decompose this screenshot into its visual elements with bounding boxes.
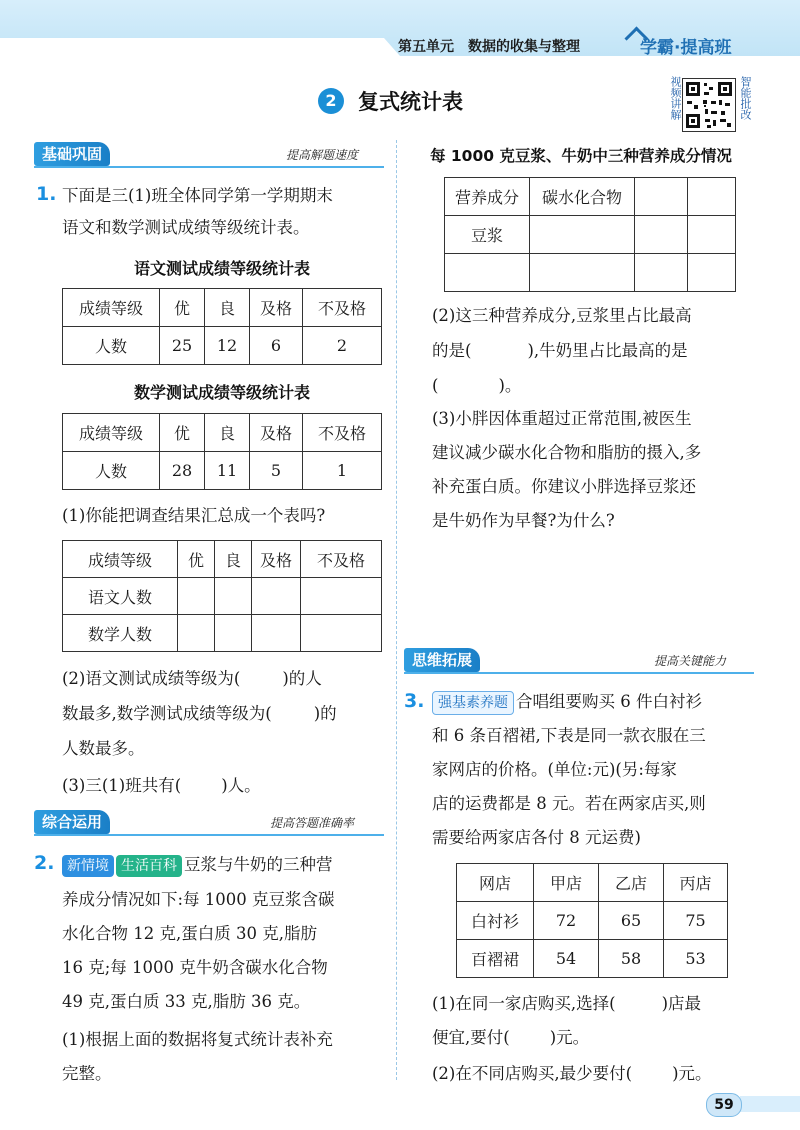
section-tab-apply: 综合运用 [34,810,110,834]
q3-part-1-line-2: 便宜,要付( )元。 [432,1028,590,1047]
table-cell: 成绩等级 [63,541,178,578]
answer-cell[interactable] [445,254,530,292]
table-cell: 语文人数 [63,578,178,615]
table-cell: 不及格 [303,414,382,452]
brand-label: 学霸·提高班 [640,38,732,58]
answer-cell[interactable] [688,178,736,216]
section-line-basic [34,166,384,168]
q1-line-2: 语文和数学测试成绩等级统计表。 [62,218,310,237]
qr-right-caption: 智能批改 [739,76,752,120]
answer-cell[interactable] [635,216,688,254]
q2-part-1-line-2: 完整。 [62,1064,112,1083]
q2-part-2-line-1: (2)这三种营养成分,豆浆里占比最高 [432,306,692,325]
question-2-number: 2. [34,852,55,874]
table-cell: 58 [599,940,664,978]
q2-line-5: 49 克,蛋白质 33 克,脂肪 36 克。 [62,992,311,1011]
unit-label: 第五单元 数据的收集与整理 [398,39,580,55]
q1-table1 [62,288,382,365]
q2-nutrition-table [444,177,736,292]
section-sub-basic: 提高解题速度 [286,148,359,162]
q2-part-2-line-3: ( )。 [432,376,522,395]
q1-line-1: 下面是三(1)班全体同学第一学期期末 [62,186,333,205]
answer-cell[interactable] [530,216,635,254]
table-cell: 成绩等级 [63,414,160,452]
table-cell: 网店 [457,864,534,902]
column-divider [396,140,397,1080]
tag-new-context: 新情境 [62,855,114,877]
table-cell: 1 [303,452,382,490]
table-cell: 百褶裙 [457,940,534,978]
section-sub-apply: 提高答题准确率 [270,816,355,830]
table-cell: 人数 [63,327,160,365]
question-3-number: 3. [404,690,425,712]
q2-table-title: 每 1000 克豆浆、牛奶中三种营养成分情况 [430,147,732,165]
table-cell: 5 [250,452,303,490]
q1-table1-title: 语文测试成绩等级统计表 [133,259,310,278]
table-cell: 不及格 [301,541,382,578]
table-cell: 良 [205,289,250,327]
page-number: 59 [706,1093,742,1117]
q2-line-1: 新情境 生活百科 豆浆与牛奶的三种营 [62,849,333,881]
answer-cell[interactable] [252,578,301,615]
table-cell: 营养成分 [445,178,530,216]
answer-cell[interactable] [178,615,215,652]
table-cell: 数学人数 [63,615,178,652]
answer-cell[interactable] [178,578,215,615]
answer-cell[interactable] [688,254,736,292]
q3-line-5: 需要给两家店各付 8 元运费) [432,828,641,847]
table-cell: 优 [160,414,205,452]
q2-part-3-line-1: (3)小胖因体重超过正常范围,被医生 [432,409,692,428]
answer-cell[interactable] [635,178,688,216]
qr-left-caption: 视频讲解 [669,76,682,120]
table-cell: 优 [178,541,215,578]
table-cell: 28 [160,452,205,490]
table-cell: 成绩等级 [63,289,160,327]
table-cell: 丙店 [664,864,728,902]
answer-cell[interactable] [301,615,382,652]
table-cell: 75 [664,902,728,940]
q1-table2 [62,413,382,490]
q2-part-3-line-3: 补充蛋白质。你建议小胖选择豆浆还 [432,477,696,496]
section-tab-basic: 基础巩固 [34,142,110,166]
q1-part-3: (3)三(1)班共有( )人。 [62,776,261,795]
table-cell: 及格 [250,289,303,327]
q2-part-3-line-4: 是牛奶作为早餐?为什么? [432,511,615,530]
q1-summary-table [62,540,382,652]
answer-cell[interactable] [635,254,688,292]
section-tab-expand: 思维拓展 [404,648,480,672]
answer-cell[interactable] [215,578,252,615]
lesson-title: 复式统计表 [358,90,463,114]
q1-part-2-line-1: (2)语文测试成绩等级为( )的人 [62,669,322,688]
table-cell: 11 [205,452,250,490]
table-cell: 25 [160,327,205,365]
q3-line-3: 家网店的价格。(单位:元)(另:每家 [432,760,677,779]
q2-part-3-line-2: 建议减少碳水化合物和脂肪的摄入,多 [432,443,702,462]
q2-part-2-line-2: 的是( ),牛奶里占比最高的是 [432,341,688,360]
table-cell: 12 [205,327,250,365]
answer-cell[interactable] [252,615,301,652]
q2-line-2: 养成分情况如下:每 1000 克豆浆含碳 [62,890,335,909]
q2-line-3: 水化合物 12 克,蛋白质 30 克,脂肪 [62,924,317,943]
q3-part-2: (2)在不同店购买,最少要付( )元。 [432,1064,712,1083]
q1-part-2-line-2: 数最多,数学测试成绩等级为( )的 [62,704,337,723]
section-sub-expand: 提高关键能力 [654,654,727,668]
q1-part-2-line-3: 人数最多。 [62,739,145,758]
answer-cell[interactable] [688,216,736,254]
table-cell: 不及格 [303,289,382,327]
answer-area[interactable] [432,545,752,640]
q3-part-1-line-1: (1)在同一家店购买,选择( )店最 [432,994,701,1013]
q2-part-1-line-1: (1)根据上面的数据将复式统计表补充 [62,1030,333,1049]
table-cell: 优 [160,289,205,327]
qr-code-icon[interactable] [682,78,736,132]
table-cell: 6 [250,327,303,365]
table-cell: 人数 [63,452,160,490]
q2-line-4: 16 克;每 1000 克牛奶含碳水化合物 [62,958,328,977]
q3-price-table [456,863,728,978]
q1-table2-title: 数学测试成绩等级统计表 [133,383,310,402]
table-cell: 碳水化合物 [530,178,635,216]
page-number-bar [740,1096,800,1112]
q3-line-2: 和 6 条百褶裙,下表是同一款衣服在三 [432,726,706,745]
table-cell: 53 [664,940,728,978]
answer-cell[interactable] [530,254,635,292]
table-cell: 及格 [252,541,301,578]
answer-cell[interactable] [215,615,252,652]
table-cell: 65 [599,902,664,940]
table-cell: 甲店 [534,864,599,902]
table-cell: 白衬衫 [457,902,534,940]
table-cell: 2 [303,327,382,365]
table-cell: 及格 [250,414,303,452]
lesson-number-badge: 2 [318,88,344,114]
section-line-apply [34,834,384,836]
table-cell: 豆浆 [445,216,530,254]
q1-part-1: (1)你能把调查结果汇总成一个表吗? [62,506,326,525]
tag-core-literacy: 强基素养题 [432,691,514,715]
table-cell: 良 [215,541,252,578]
q3-line-1: 强基素养题 合唱组要购买 6 件白衬衫 [432,686,702,718]
answer-cell[interactable] [301,578,382,615]
q3-line-4: 店的运费都是 8 元。若在两家店买,则 [432,794,706,813]
section-line-expand [404,672,754,674]
tag-life-encyclopedia: 生活百科 [116,855,182,877]
question-1-number: 1. [36,183,57,205]
table-cell: 72 [534,902,599,940]
table-cell: 良 [205,414,250,452]
table-cell: 54 [534,940,599,978]
table-cell: 乙店 [599,864,664,902]
